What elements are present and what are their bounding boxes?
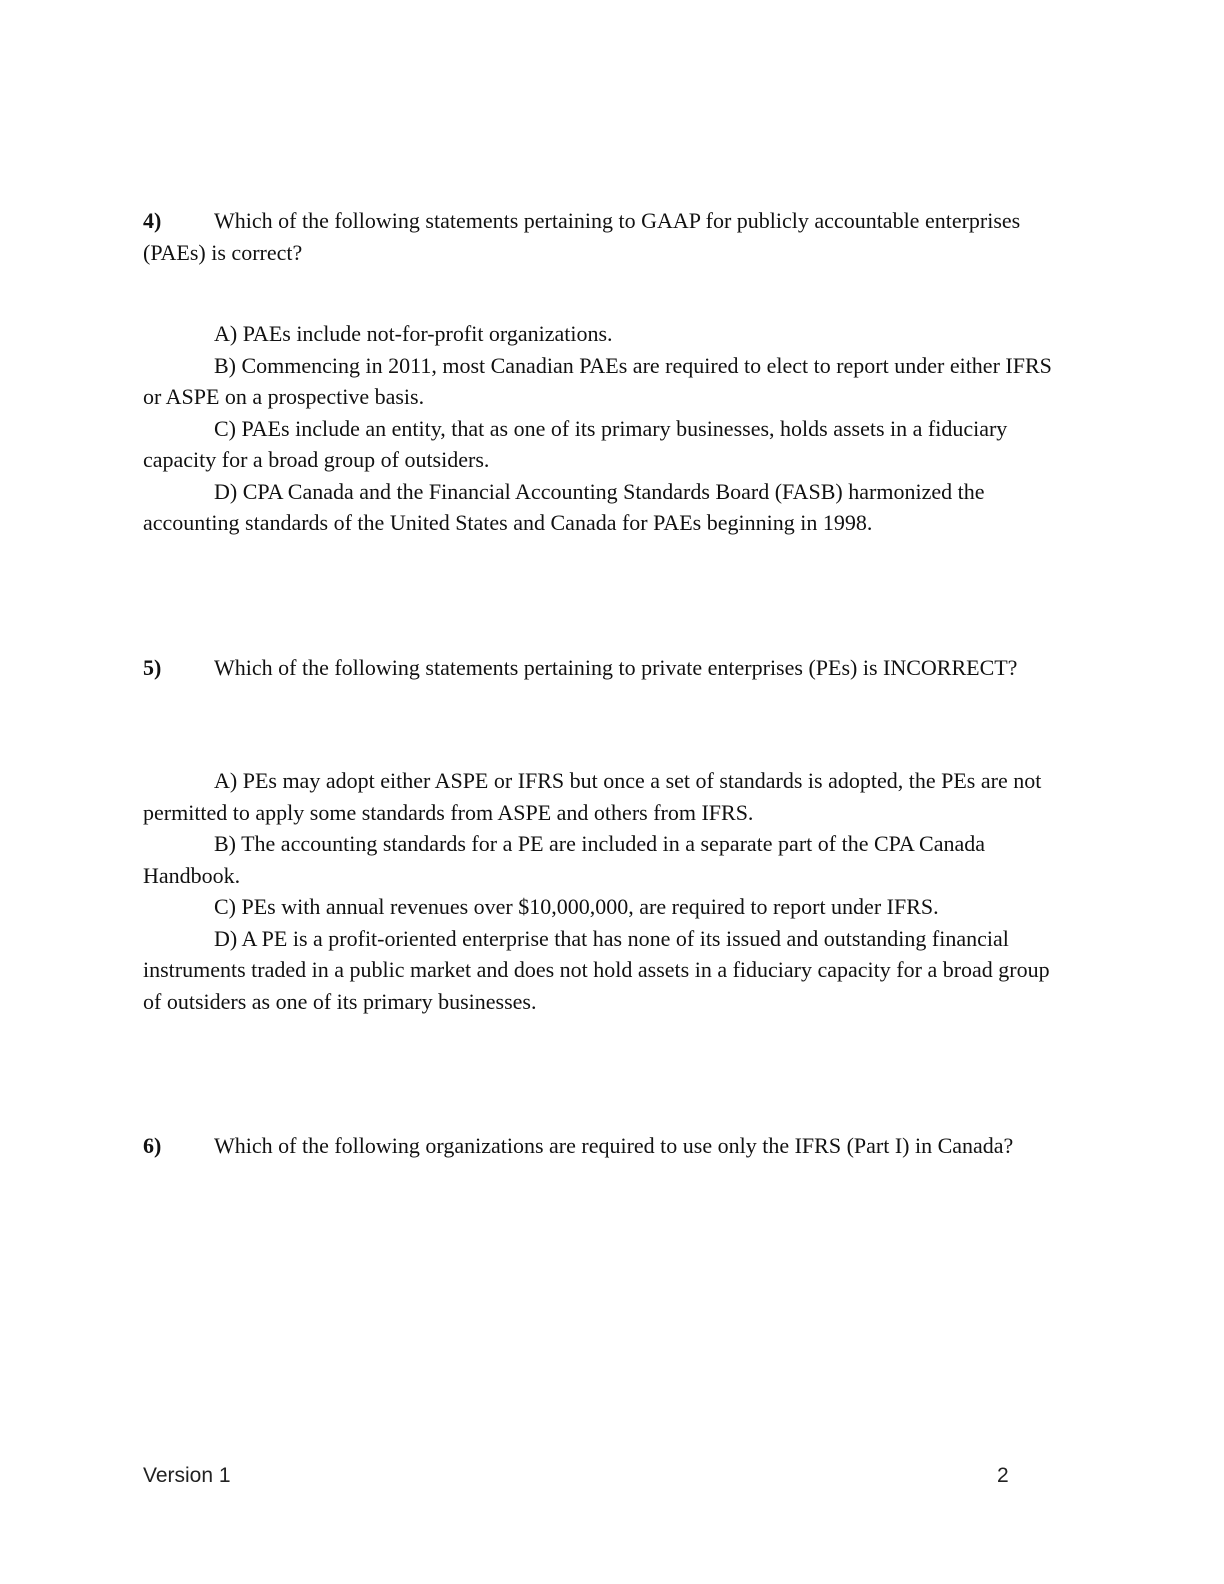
question-number: 6)	[143, 1133, 162, 1158]
answer-option-c: C) PEs with annual revenues over $10,000,000, are required to report under IFRS.	[214, 894, 939, 919]
question-4	[143, 205, 1073, 535]
answer-option-b: B) The accounting standards for a PE are included in a separate part of the CPA Canada Handbook.	[143, 831, 985, 888]
question-stem	[143, 205, 1073, 268]
question-5	[143, 652, 1073, 1014]
question-text: Which of the following organizations are required to use only the IFRS (Part I) in Canada?	[214, 1133, 1014, 1158]
answer-options	[143, 765, 1073, 1017]
question-6	[143, 1130, 1073, 1162]
answer-option-d: D) A PE is a profit-oriented enterprise that has none of its issued and outstanding financial instruments traded in a public market and does not hold assets in a fiduciary capacity for a broad group of outsiders as one of its primary businesses.	[143, 925, 1050, 1014]
question-text: Which of the following statements pertaining to private enterprises (PEs) is INCORRECT?	[214, 655, 1018, 680]
question-stem	[143, 652, 1073, 684]
question-text: Which of the following statements pertaining to GAAP for publicly accountable enterprises (PAEs) is correct?	[143, 208, 1021, 265]
question-number: 5)	[143, 655, 162, 680]
answer-option-c: C) PAEs include an entity, that as one of its primary businesses, holds assets in a fiduciary capacity for a broad group of outsiders.	[143, 415, 1008, 472]
answer-option-a: A) PEs may adopt either ASPE or IFRS but once a set of standards is adopted, the PEs are not permitted to apply some standards from ASPE and others from IFRS.	[143, 768, 1042, 825]
question-number: 4)	[143, 208, 162, 233]
question-stem	[143, 1130, 1073, 1162]
answer-option-d: D) CPA Canada and the Financial Accounting Standards Board (FASB) harmonized the accounting standards of the United States and Canada for PAEs beginning in 1998.	[143, 478, 985, 535]
footer-page-number: 2	[997, 1464, 1009, 1487]
answer-option-a: A) PAEs include not-for-profit organizations.	[214, 321, 613, 346]
answer-options	[143, 318, 1073, 539]
answer-option-b: B) Commencing in 2011, most Canadian PAEs are required to elect to report under either IFRS or ASPE on a prospective basis.	[143, 352, 1052, 409]
footer-version: Version 1	[143, 1464, 231, 1487]
